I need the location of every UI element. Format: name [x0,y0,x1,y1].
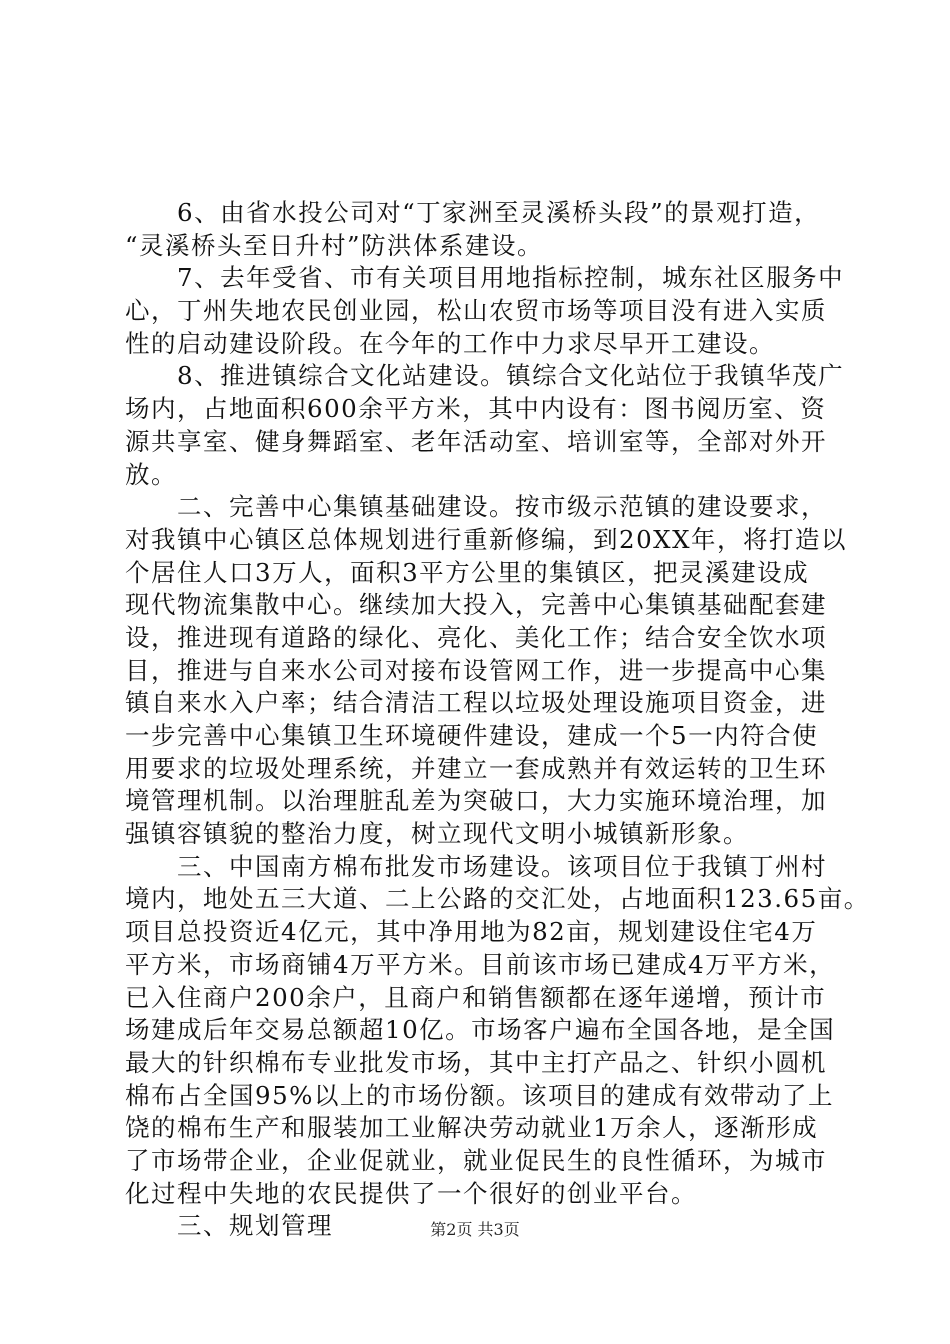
text-line: 强镇容镇貌的整治力度，树立现代文明小城镇新形象。 [125,819,749,849]
document-body [125,197,870,1243]
text-line: 目，推进与自来水公司对接布设管网工作，进一步提高中心集 [125,655,827,685]
text-line: 放。 [125,459,177,489]
text-line: 个居住人口3万人，面积3平方公里的集镇区，把灵溪建设成 [125,557,810,587]
text-line: 用要求的垃圾处理系统，并建立一套成熟并有效运转的卫生环 [125,753,827,783]
text-line: 项目总投资近4亿元，其中净用地为82亩，规划建设住宅4万 [125,917,818,947]
text-line: 境管理机制。以治理脏乱差为突破口，大力实施环境治理，加 [125,786,827,816]
text-line: 设，推进现有道路的绿化、亮化、美化工作；结合安全饮水项 [125,622,827,652]
text-line: 了市场带企业，企业促就业，就业促民生的良性循环，为城市 [125,1145,827,1175]
page-number: 第2页 共3页 [430,1220,520,1239]
text-line: 6、由省水投公司对“丁家洲至灵溪桥头段”的景观打造， [125,198,821,227]
text-line: 最大的针织棉布专业批发市场，其中主打产品之、针织小圆机 [125,1047,827,1077]
text-line: “灵溪桥头至日升村”防洪体系建设。 [125,230,544,260]
text-line: 场内，占地面积600余平方米，其中内设有：图书阅历室、资 [125,394,827,424]
text-line: 三、中国南方棉布批发市场建设。该项目位于我镇丁州村 [125,851,827,881]
text-line: 对我镇中心镇区总体规划进行重新修编，到20XX年，将打造以 [125,524,848,554]
text-line: 性的启动建设阶段。在今年的工作中力求尽早开工建设。 [125,328,775,358]
text-line: 现代物流集散中心。继续加大投入，完善中心集镇基础配套建 [125,590,827,620]
text-line: 境内，地处五三大道、二上公路的交汇处，占地面积123.65亩。 [125,884,870,914]
text-line: 心，丁州失地农民创业园，松山农贸市场等项目没有进入实质 [125,296,827,326]
text-line: 源共享室、健身舞蹈室、老年活动室、培训室等，全部对外开 [125,426,827,456]
text-line: 化过程中失地的农民提供了一个很好的创业平台。 [125,1178,697,1208]
text-line: 平方米，市场商铺4万平方米。目前该市场已建成4万平方米， [125,949,836,979]
text-line: 饶的棉布生产和服装加工业解决劳动就业1万余人，逐渐形成 [125,1113,819,1143]
text-line: 7、去年受省、市有关项目用地指标控制，城东社区服务中 [125,263,845,293]
text-line: 已入住商户200余户，且商户和销售额都在逐年递增，预计市 [125,982,827,1012]
text-line: 棉布占全国95%以上的市场份额。该项目的建成有效带动了上 [125,1080,834,1110]
text-line: 8、推进镇综合文化站建设。镇综合文化站位于我镇华茂广 [125,361,845,391]
text-line: 镇自来水入户率；结合清洁工程以垃圾处理设施项目资金，进 [125,688,827,718]
text-line: 一步完善中心集镇卫生环境硬件建设，建成一个5一内符合使 [125,721,819,750]
text-line: 三、规划管理 [125,1211,333,1241]
text-line: 场建成后年交易总额超10亿。市场客户遍布全国各地，是全国 [125,1015,836,1045]
text-line: 二、完善中心集镇基础建设。按市级示范镇的建设要求， [125,492,827,522]
page-footer [0,1217,950,1240]
